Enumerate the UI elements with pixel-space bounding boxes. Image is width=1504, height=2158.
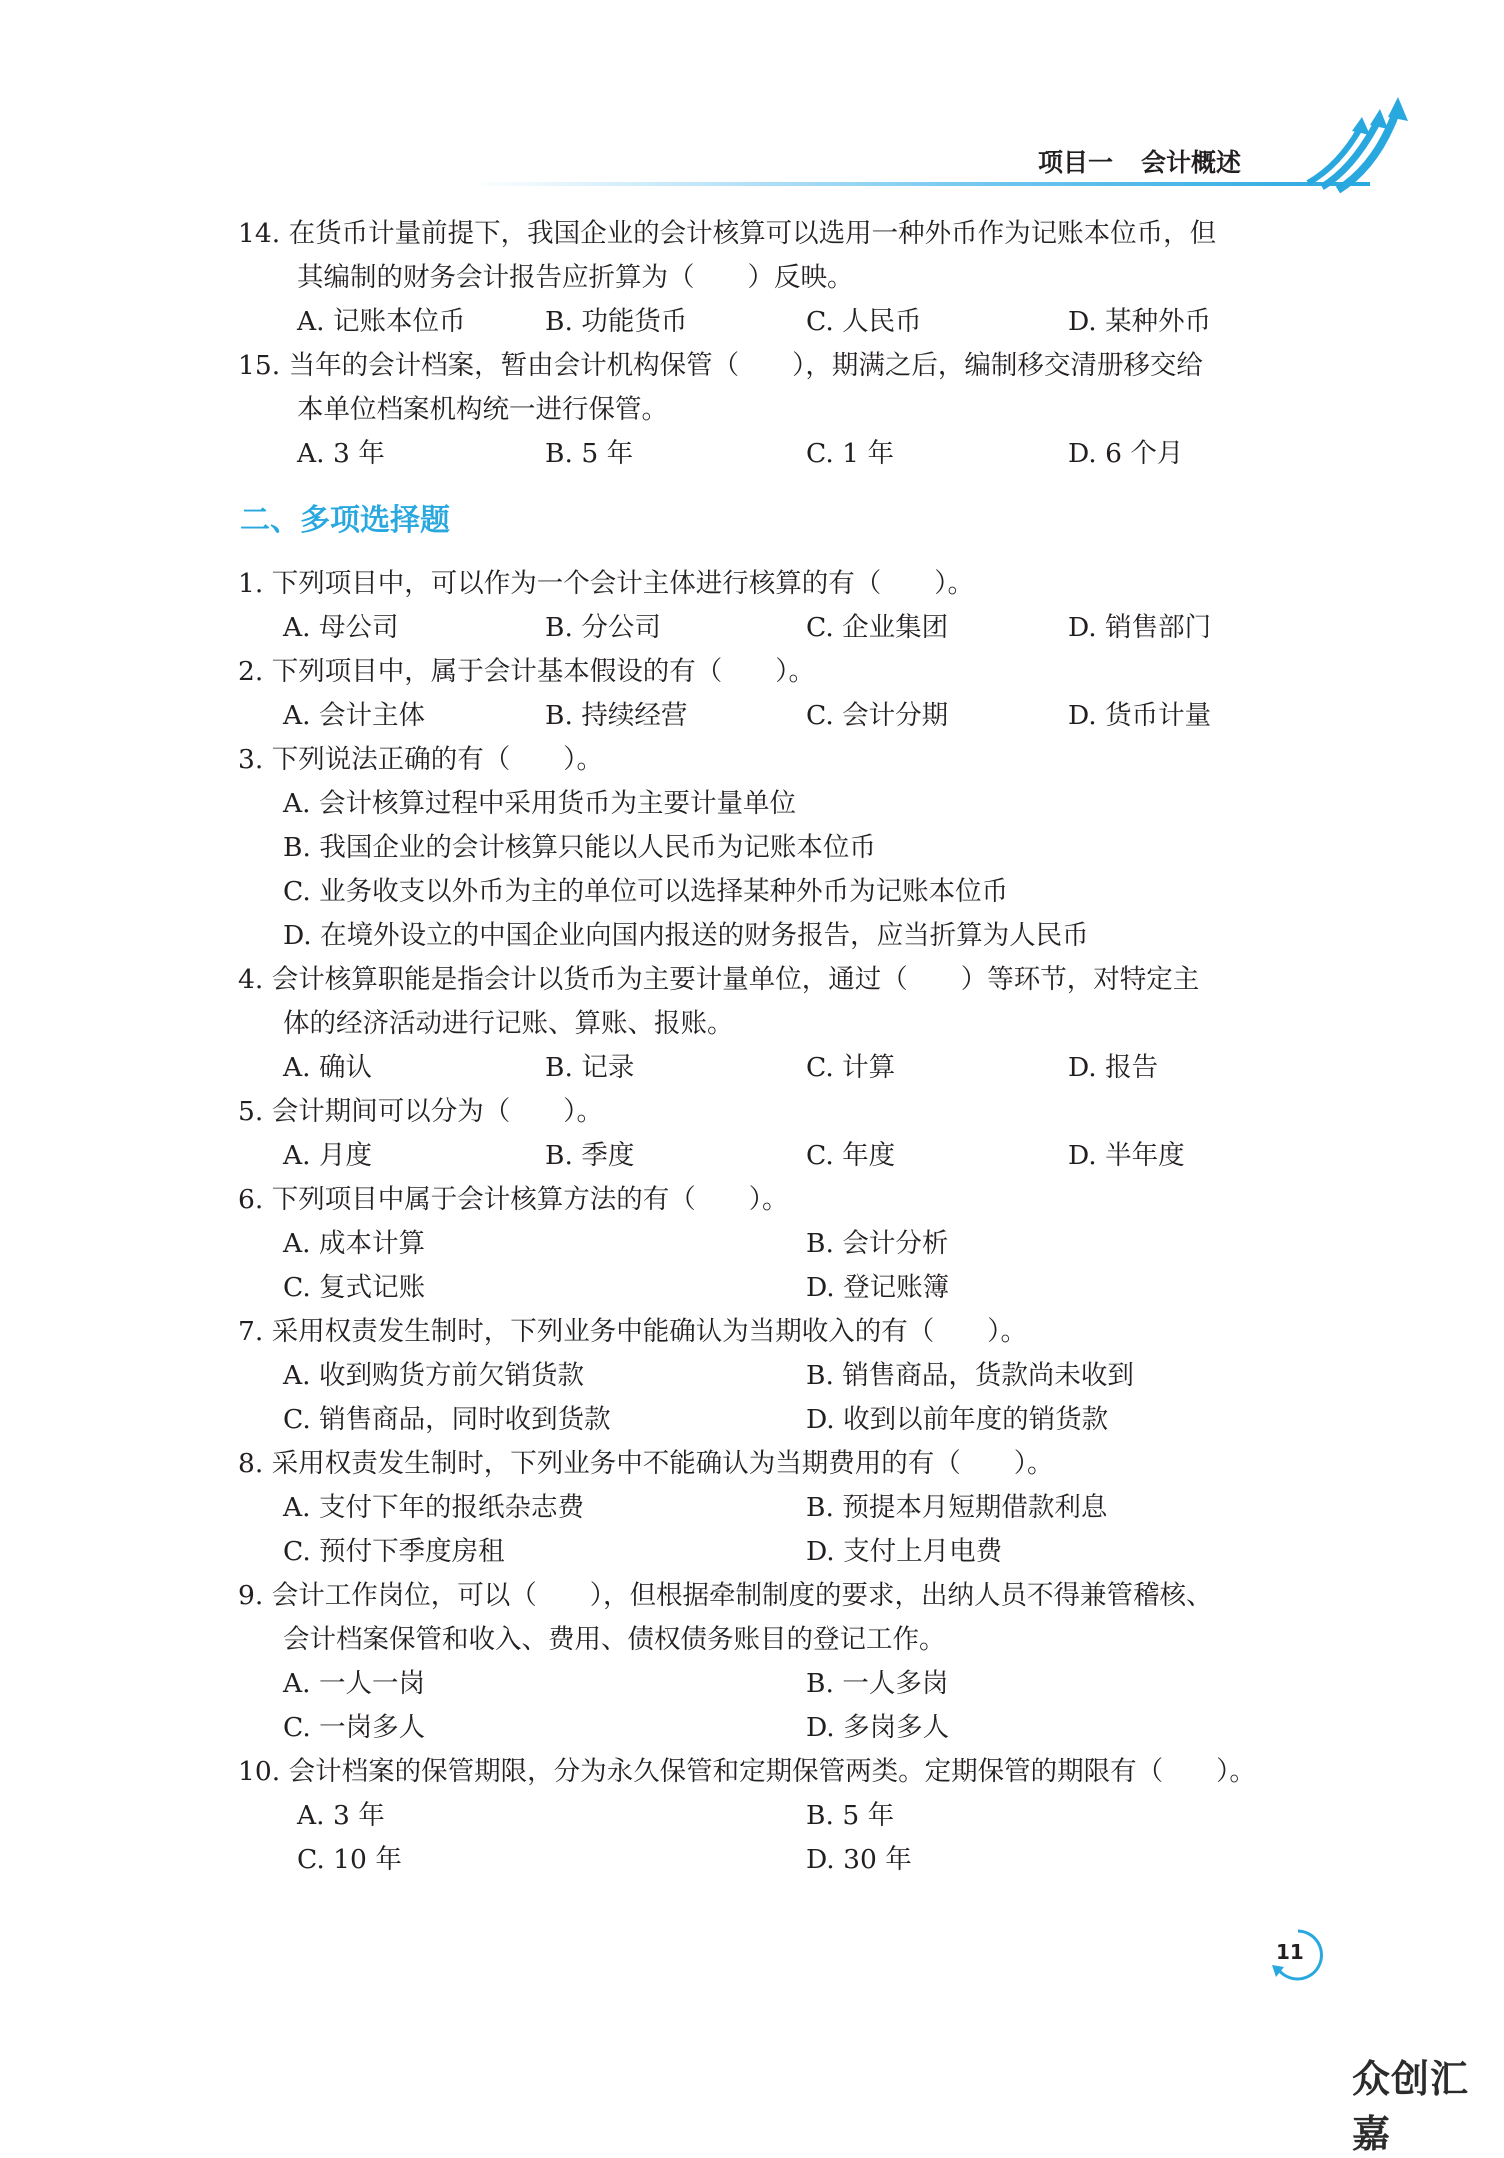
option: D. 半年度 [1068,1140,1185,1171]
option: D. 报告 [1068,1052,1159,1083]
option: A. 3 年 [297,438,385,469]
option: A. 支付下年的报纸杂志费 [283,1492,584,1523]
option: A. 收到购货方前欠销货款 [283,1360,584,1391]
option: A. 月度 [283,1140,372,1171]
option: C. 复式记账 [283,1272,426,1303]
option: A. 会计主体 [283,700,425,731]
multi-question-9: 9. 会计工作岗位，可以（ ），但根据牵制制度的要求，出纳人员不得兼管稽核、 [238,1580,1213,1611]
option: B. 5 年 [545,438,634,469]
option: C. 业务收支以外币为主的单位可以选择某种外币为记账本位币 [283,876,1009,907]
watermark-logo: 众创汇嘉 [1352,2057,1470,2156]
option: D. 在境外设立的中国企业向国内报送的财务报告，应当折算为人民币 [283,920,1089,951]
option: C. 会计分期 [806,700,949,731]
option: C. 一岗多人 [283,1712,426,1743]
project-label: 项目一 [1038,148,1114,177]
option: A. 记账本位币 [297,306,466,337]
option: A. 确认 [283,1052,372,1083]
option: A. 3 年 [297,1800,385,1831]
multi-question-8: 8. 采用权责发生制时，下列业务中不能确认为当期费用的有（ ）。 [238,1448,1054,1479]
option: B. 持续经营 [545,700,688,731]
option: C. 年度 [806,1140,896,1171]
question-14: 14. 在货币计量前提下，我国企业的会计核算可以选用一种外币作为记账本位币，但 [238,218,1217,249]
header-rule [470,182,1370,186]
option: D. 多岗多人 [806,1712,950,1743]
option: D. 货币计量 [1068,700,1212,731]
multi-question-9-line2: 会计档案保管和收入、费用、债权债务账目的登记工作。 [283,1624,946,1655]
option: A. 成本计算 [283,1228,425,1259]
option: C. 预付下季度房租 [283,1536,505,1567]
section-heading: 二、多项选择题 [240,503,450,538]
option: D. 某种外币 [1068,306,1212,337]
multi-question-5: 5. 会计期间可以分为（ ）。 [238,1096,603,1127]
multi-question-6: 6. 下列项目中属于会计核算方法的有（ ）。 [238,1184,789,1215]
chapter-header [1038,143,1241,179]
option: B. 5 年 [806,1800,895,1831]
option: C. 10 年 [297,1844,402,1875]
option: B. 销售商品，货款尚未收到 [806,1360,1134,1391]
option: C. 企业集团 [806,612,949,643]
option: D. 支付上月电费 [806,1536,1003,1567]
multi-question-10: 10. 会计档案的保管期限，分为永久保管和定期保管两类。定期保管的期限有（ ）。 [238,1756,1256,1787]
option: C. 销售商品，同时收到货款 [283,1404,611,1435]
option: B. 我国企业的会计核算只能以人民币为记账本位币 [283,832,876,863]
multi-question-1: 1. 下列项目中，可以作为一个会计主体进行核算的有（ ）。 [238,568,974,599]
option: D. 登记账簿 [806,1272,950,1303]
option: D. 6 个月 [1068,438,1184,469]
option: D. 收到以前年度的销货款 [806,1404,1109,1435]
option: B. 记录 [545,1052,635,1083]
option: C. 1 年 [806,438,894,469]
chapter-title: 会计概述 [1141,148,1242,177]
option: B. 分公司 [545,612,661,643]
option: C. 人民币 [806,306,922,337]
multi-question-7: 7. 采用权责发生制时，下列业务中能确认为当期收入的有（ ）。 [238,1316,1027,1347]
question-15-line2: 本单位档案机构统一进行保管。 [297,394,668,425]
multi-question-4: 4. 会计核算职能是指会计以货币为主要计量单位，通过（ ）等环节，对特定主 [238,964,1200,995]
question-14-line2: 其编制的财务会计报告应折算为（ ）反映。 [297,262,854,293]
option: B. 预提本月短期借款利息 [806,1492,1108,1523]
page-number: 11 [1276,1940,1304,1964]
option: B. 功能货币 [545,306,688,337]
option: C. 计算 [806,1052,896,1083]
option: D. 30 年 [806,1844,912,1875]
option: B. 一人多岗 [806,1668,949,1699]
option: A. 一人一岗 [283,1668,425,1699]
option: A. 会计核算过程中采用货币为主要计量单位 [283,788,796,819]
multi-question-3: 3. 下列说法正确的有（ ）。 [238,744,603,775]
question-15: 15. 当年的会计档案，暂由会计机构保管（ ），期满之后，编制移交清册移交给 [238,350,1203,381]
option: D. 销售部门 [1068,612,1212,643]
option: B. 季度 [545,1140,635,1171]
multi-question-4-line2: 体的经济活动进行记账、算账、报账。 [283,1008,734,1039]
option: B. 会计分析 [806,1228,949,1259]
rising-arrows-icon [1300,95,1410,195]
multi-question-2: 2. 下列项目中，属于会计基本假设的有（ ）。 [238,656,815,687]
option: A. 母公司 [283,612,399,643]
